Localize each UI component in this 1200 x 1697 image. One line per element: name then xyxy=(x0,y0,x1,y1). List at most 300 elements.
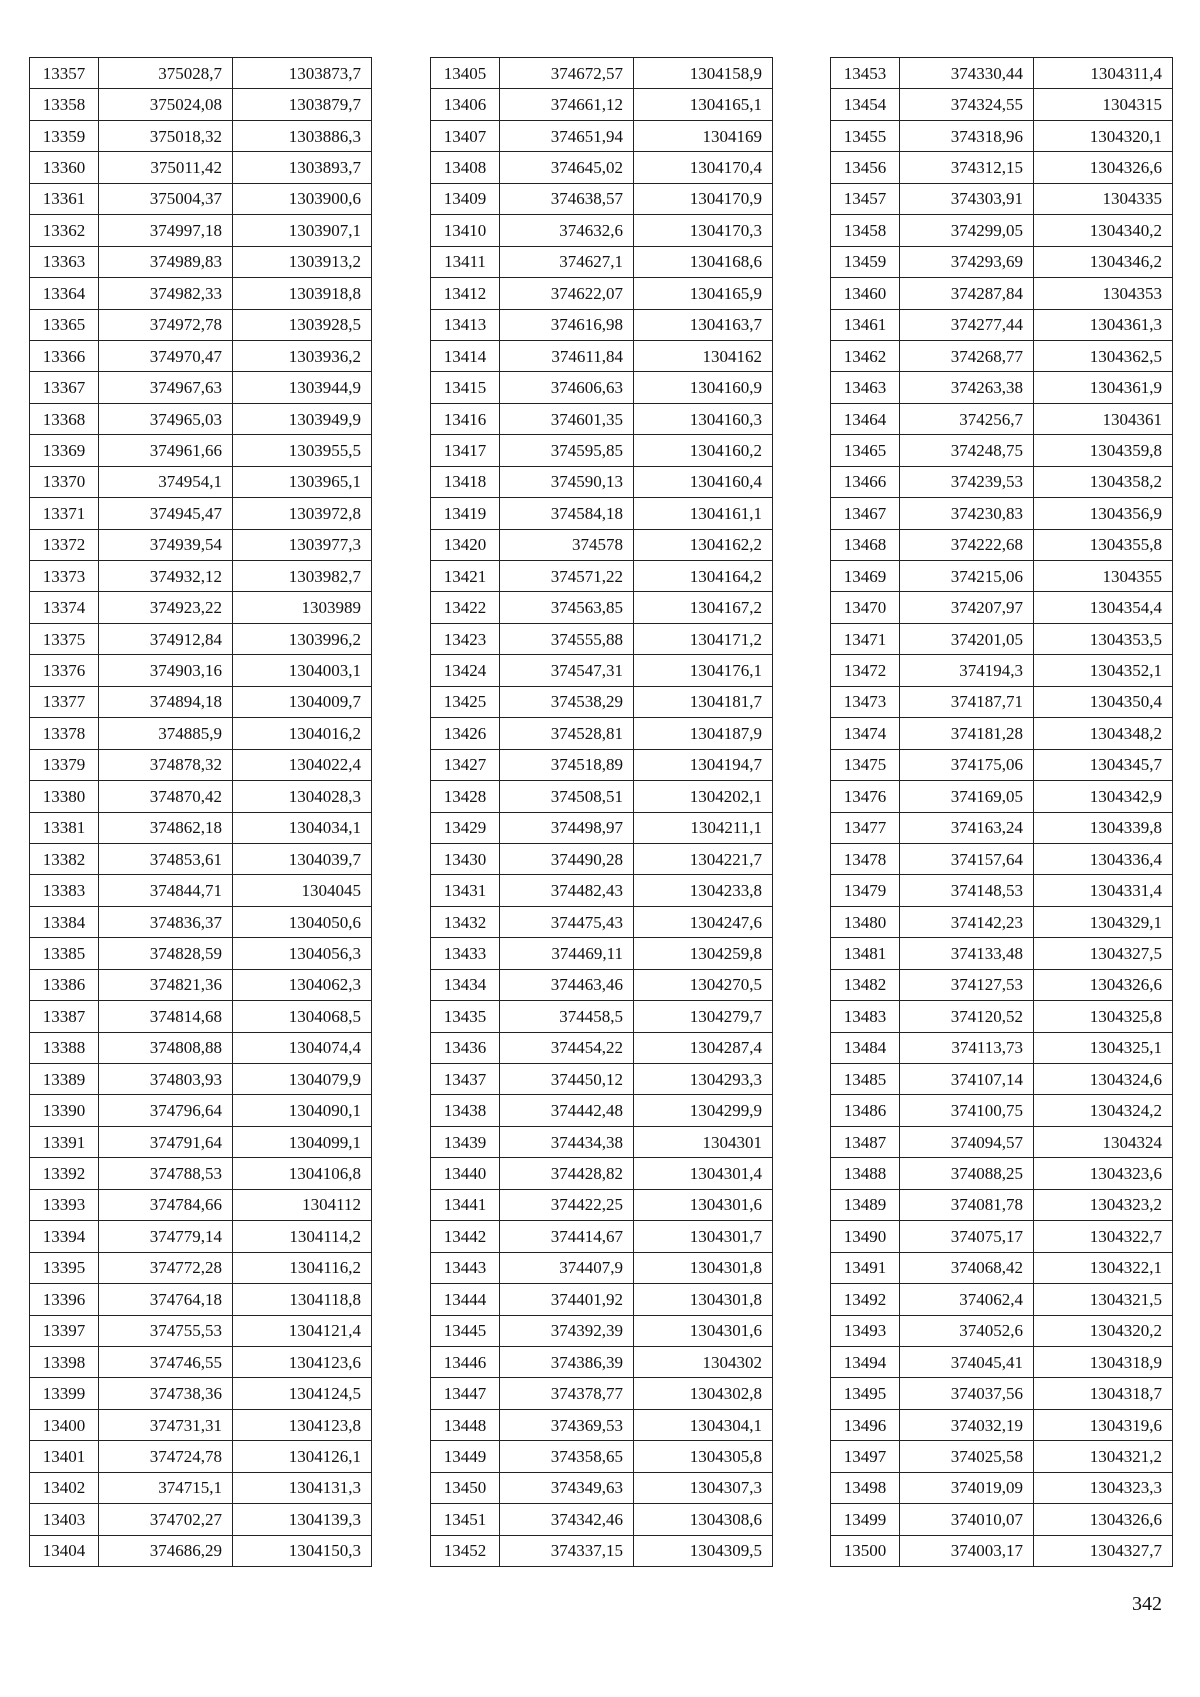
y-coordinate-cell: 1304358,2 xyxy=(1034,466,1173,497)
y-coordinate-cell: 1303900,6 xyxy=(233,183,372,214)
x-coordinate-cell: 374469,11 xyxy=(500,938,634,969)
point-number-cell: 13362 xyxy=(30,215,99,246)
table-row xyxy=(831,246,1173,277)
point-number-cell: 13359 xyxy=(30,120,99,151)
y-coordinate-cell: 1304301,7 xyxy=(634,1221,773,1252)
y-coordinate-cell: 1304345,7 xyxy=(1034,749,1173,780)
point-number-cell: 13473 xyxy=(831,686,900,717)
point-number-cell: 13487 xyxy=(831,1126,900,1157)
table-row xyxy=(431,1346,773,1377)
point-number-cell: 13388 xyxy=(30,1032,99,1063)
point-number-cell: 13447 xyxy=(431,1378,500,1409)
x-coordinate-cell: 374454,22 xyxy=(500,1032,634,1063)
table-row xyxy=(431,1252,773,1283)
x-coordinate-cell: 374025,58 xyxy=(900,1441,1034,1472)
table-row xyxy=(431,1535,773,1566)
point-number-cell: 13364 xyxy=(30,278,99,309)
x-coordinate-cell: 374434,38 xyxy=(500,1126,634,1157)
y-coordinate-cell: 1304308,6 xyxy=(634,1504,773,1535)
table-row xyxy=(431,435,773,466)
point-number-cell: 13474 xyxy=(831,718,900,749)
x-coordinate-cell: 374518,89 xyxy=(500,749,634,780)
y-coordinate-cell: 1304327,7 xyxy=(1034,1535,1173,1566)
table-row xyxy=(30,906,372,937)
x-coordinate-cell: 374853,61 xyxy=(99,843,233,874)
point-number-cell: 13375 xyxy=(30,623,99,654)
table-row xyxy=(831,1189,1173,1220)
table-row xyxy=(30,561,372,592)
point-number-cell: 13498 xyxy=(831,1472,900,1503)
y-coordinate-cell: 1304318,7 xyxy=(1034,1378,1173,1409)
point-number-cell: 13456 xyxy=(831,152,900,183)
x-coordinate-cell: 374862,18 xyxy=(99,812,233,843)
point-number-cell: 13357 xyxy=(30,58,99,89)
table-row xyxy=(431,309,773,340)
y-coordinate-cell: 1304062,3 xyxy=(233,969,372,1000)
point-number-cell: 13415 xyxy=(431,372,500,403)
point-number-cell: 13424 xyxy=(431,655,500,686)
table-row xyxy=(30,152,372,183)
point-number-cell: 13500 xyxy=(831,1535,900,1566)
x-coordinate-cell: 374442,48 xyxy=(500,1095,634,1126)
table-row xyxy=(431,183,773,214)
x-coordinate-cell: 374181,28 xyxy=(900,718,1034,749)
y-coordinate-cell: 1304346,2 xyxy=(1034,246,1173,277)
table-row xyxy=(831,1221,1173,1252)
point-number-cell: 13486 xyxy=(831,1095,900,1126)
x-coordinate-cell: 374230,83 xyxy=(900,498,1034,529)
table-row xyxy=(831,812,1173,843)
table-row xyxy=(30,278,372,309)
point-number-cell: 13405 xyxy=(431,58,500,89)
point-number-cell: 13419 xyxy=(431,498,500,529)
y-coordinate-cell: 1304352,1 xyxy=(1034,655,1173,686)
point-number-cell: 13412 xyxy=(431,278,500,309)
y-coordinate-cell: 1304326,6 xyxy=(1034,1504,1173,1535)
table-row xyxy=(431,1315,773,1346)
x-coordinate-cell: 374342,46 xyxy=(500,1504,634,1535)
point-number-cell: 13495 xyxy=(831,1378,900,1409)
y-coordinate-cell: 1304323,2 xyxy=(1034,1189,1173,1220)
x-coordinate-cell: 374107,14 xyxy=(900,1064,1034,1095)
x-coordinate-cell: 374601,35 xyxy=(500,403,634,434)
y-coordinate-cell: 1304356,9 xyxy=(1034,498,1173,529)
x-coordinate-cell: 374791,64 xyxy=(99,1126,233,1157)
point-number-cell: 13365 xyxy=(30,309,99,340)
x-coordinate-cell: 374303,91 xyxy=(900,183,1034,214)
table-row xyxy=(30,843,372,874)
x-coordinate-cell: 374194,3 xyxy=(900,655,1034,686)
table-row xyxy=(30,1504,372,1535)
x-coordinate-cell: 375011,42 xyxy=(99,152,233,183)
point-number-cell: 13471 xyxy=(831,623,900,654)
x-coordinate-cell: 374903,16 xyxy=(99,655,233,686)
table-row xyxy=(831,403,1173,434)
point-number-cell: 13488 xyxy=(831,1158,900,1189)
x-coordinate-cell: 374037,56 xyxy=(900,1378,1034,1409)
x-coordinate-cell: 374075,17 xyxy=(900,1221,1034,1252)
point-number-cell: 13489 xyxy=(831,1189,900,1220)
x-coordinate-cell: 374052,6 xyxy=(900,1315,1034,1346)
point-number-cell: 13387 xyxy=(30,1001,99,1032)
y-coordinate-cell: 1304355,8 xyxy=(1034,529,1173,560)
table-row xyxy=(30,1095,372,1126)
table-row xyxy=(831,906,1173,937)
table-row xyxy=(431,843,773,874)
table-row xyxy=(431,278,773,309)
point-number-cell: 13407 xyxy=(431,120,500,151)
point-number-cell: 13481 xyxy=(831,938,900,969)
table-row xyxy=(30,1001,372,1032)
x-coordinate-cell: 374989,83 xyxy=(99,246,233,277)
x-coordinate-cell: 374563,85 xyxy=(500,592,634,623)
point-number-cell: 13497 xyxy=(831,1441,900,1472)
point-number-cell: 13440 xyxy=(431,1158,500,1189)
y-coordinate-cell: 1303965,1 xyxy=(233,466,372,497)
y-coordinate-cell: 1304126,1 xyxy=(233,1441,372,1472)
y-coordinate-cell: 1304233,8 xyxy=(634,875,773,906)
page-number: 342 xyxy=(1132,1593,1162,1615)
y-coordinate-cell: 1304327,5 xyxy=(1034,938,1173,969)
y-coordinate-cell: 1304139,3 xyxy=(233,1504,372,1535)
x-coordinate-cell: 374788,53 xyxy=(99,1158,233,1189)
y-coordinate-cell: 1304361 xyxy=(1034,403,1173,434)
table-row xyxy=(30,1441,372,1472)
table-row xyxy=(831,435,1173,466)
x-coordinate-cell: 374595,85 xyxy=(500,435,634,466)
point-number-cell: 13423 xyxy=(431,623,500,654)
x-coordinate-cell: 374622,07 xyxy=(500,278,634,309)
y-coordinate-cell: 1304301,6 xyxy=(634,1189,773,1220)
x-coordinate-cell: 374201,05 xyxy=(900,623,1034,654)
point-number-cell: 13377 xyxy=(30,686,99,717)
y-coordinate-cell: 1304171,2 xyxy=(634,623,773,654)
table-row xyxy=(30,372,372,403)
x-coordinate-cell: 374894,18 xyxy=(99,686,233,717)
y-coordinate-cell: 1304164,2 xyxy=(634,561,773,592)
point-number-cell: 13469 xyxy=(831,561,900,592)
point-number-cell: 13425 xyxy=(431,686,500,717)
table-row xyxy=(431,592,773,623)
y-coordinate-cell: 1304299,9 xyxy=(634,1095,773,1126)
y-coordinate-cell: 1303949,9 xyxy=(233,403,372,434)
point-number-cell: 13435 xyxy=(431,1001,500,1032)
x-coordinate-cell: 374828,59 xyxy=(99,938,233,969)
table-row xyxy=(431,215,773,246)
table-row xyxy=(431,1221,773,1252)
y-coordinate-cell: 1304131,3 xyxy=(233,1472,372,1503)
y-coordinate-cell: 1304167,2 xyxy=(634,592,773,623)
table-row xyxy=(30,969,372,1000)
point-number-cell: 13411 xyxy=(431,246,500,277)
y-coordinate-cell: 1304259,8 xyxy=(634,938,773,969)
y-coordinate-cell: 1304339,8 xyxy=(1034,812,1173,843)
y-coordinate-cell: 1304176,1 xyxy=(634,655,773,686)
point-number-cell: 13358 xyxy=(30,89,99,120)
x-coordinate-cell: 374463,46 xyxy=(500,969,634,1000)
y-coordinate-cell: 1304315 xyxy=(1034,89,1173,120)
y-coordinate-cell: 1304287,4 xyxy=(634,1032,773,1063)
coordinates-table-3 xyxy=(830,57,1173,1567)
y-coordinate-cell: 1304301,8 xyxy=(634,1284,773,1315)
x-coordinate-cell: 374324,55 xyxy=(900,89,1034,120)
y-coordinate-cell: 1304348,2 xyxy=(1034,718,1173,749)
x-coordinate-cell: 374312,15 xyxy=(900,152,1034,183)
table-row xyxy=(831,561,1173,592)
x-coordinate-cell: 374100,75 xyxy=(900,1095,1034,1126)
y-coordinate-cell: 1304045 xyxy=(233,875,372,906)
table-row xyxy=(831,686,1173,717)
table-row xyxy=(431,655,773,686)
y-coordinate-cell: 1304361,3 xyxy=(1034,309,1173,340)
point-number-cell: 13393 xyxy=(30,1189,99,1220)
y-coordinate-cell: 1304311,4 xyxy=(1034,58,1173,89)
x-coordinate-cell: 374731,31 xyxy=(99,1409,233,1440)
table-row xyxy=(30,120,372,151)
y-coordinate-cell: 1303955,5 xyxy=(233,435,372,466)
x-coordinate-cell: 374369,53 xyxy=(500,1409,634,1440)
y-coordinate-cell: 1304359,8 xyxy=(1034,435,1173,466)
point-number-cell: 13408 xyxy=(431,152,500,183)
point-number-cell: 13403 xyxy=(30,1504,99,1535)
y-coordinate-cell: 1304301,8 xyxy=(634,1252,773,1283)
x-coordinate-cell: 374169,05 xyxy=(900,781,1034,812)
table-row xyxy=(831,340,1173,371)
table-row xyxy=(431,1504,773,1535)
table-row xyxy=(431,1284,773,1315)
y-coordinate-cell: 1304304,1 xyxy=(634,1409,773,1440)
x-coordinate-cell: 374961,66 xyxy=(99,435,233,466)
table-row xyxy=(831,1441,1173,1472)
table-row xyxy=(30,655,372,686)
y-coordinate-cell: 1304150,3 xyxy=(233,1535,372,1566)
table-row xyxy=(30,749,372,780)
point-number-cell: 13399 xyxy=(30,1378,99,1409)
point-number-cell: 13450 xyxy=(431,1472,500,1503)
point-number-cell: 13420 xyxy=(431,529,500,560)
point-number-cell: 13458 xyxy=(831,215,900,246)
table-row xyxy=(831,215,1173,246)
x-coordinate-cell: 374187,71 xyxy=(900,686,1034,717)
x-coordinate-cell: 374239,53 xyxy=(900,466,1034,497)
table-row xyxy=(831,1315,1173,1346)
coordinates-table-1 xyxy=(29,57,372,1567)
point-number-cell: 13483 xyxy=(831,1001,900,1032)
point-number-cell: 13429 xyxy=(431,812,500,843)
y-coordinate-cell: 1304170,4 xyxy=(634,152,773,183)
table-row xyxy=(831,718,1173,749)
point-number-cell: 13373 xyxy=(30,561,99,592)
table-row xyxy=(431,1158,773,1189)
x-coordinate-cell: 374062,4 xyxy=(900,1284,1034,1315)
y-coordinate-cell: 1304302,8 xyxy=(634,1378,773,1409)
table-row xyxy=(831,372,1173,403)
y-coordinate-cell: 1304162 xyxy=(634,340,773,371)
x-coordinate-cell: 374019,09 xyxy=(900,1472,1034,1503)
x-coordinate-cell: 374349,63 xyxy=(500,1472,634,1503)
point-number-cell: 13401 xyxy=(30,1441,99,1472)
x-coordinate-cell: 374547,31 xyxy=(500,655,634,686)
y-coordinate-cell: 1304202,1 xyxy=(634,781,773,812)
x-coordinate-cell: 374450,12 xyxy=(500,1064,634,1095)
y-coordinate-cell: 1304181,7 xyxy=(634,686,773,717)
table-row xyxy=(30,1189,372,1220)
y-coordinate-cell: 1304079,9 xyxy=(233,1064,372,1095)
x-coordinate-cell: 374330,44 xyxy=(900,58,1034,89)
point-number-cell: 13438 xyxy=(431,1095,500,1126)
table-row xyxy=(431,1095,773,1126)
point-number-cell: 13460 xyxy=(831,278,900,309)
x-coordinate-cell: 374293,69 xyxy=(900,246,1034,277)
x-coordinate-cell: 374738,36 xyxy=(99,1378,233,1409)
x-coordinate-cell: 374972,78 xyxy=(99,309,233,340)
x-coordinate-cell: 374422,25 xyxy=(500,1189,634,1220)
table-row xyxy=(431,89,773,120)
point-number-cell: 13417 xyxy=(431,435,500,466)
x-coordinate-cell: 374627,1 xyxy=(500,246,634,277)
table-row xyxy=(30,340,372,371)
x-coordinate-cell: 374764,18 xyxy=(99,1284,233,1315)
point-number-cell: 13454 xyxy=(831,89,900,120)
x-coordinate-cell: 374045,41 xyxy=(900,1346,1034,1377)
table-row xyxy=(30,183,372,214)
point-number-cell: 13395 xyxy=(30,1252,99,1283)
y-coordinate-cell: 1304160,2 xyxy=(634,435,773,466)
y-coordinate-cell: 1304323,6 xyxy=(1034,1158,1173,1189)
table-row xyxy=(831,529,1173,560)
table-row xyxy=(30,623,372,654)
table-row xyxy=(831,781,1173,812)
y-coordinate-cell: 1304301,6 xyxy=(634,1315,773,1346)
x-coordinate-cell: 374571,22 xyxy=(500,561,634,592)
x-coordinate-cell: 374836,37 xyxy=(99,906,233,937)
y-coordinate-cell: 1304160,4 xyxy=(634,466,773,497)
y-coordinate-cell: 1304028,3 xyxy=(233,781,372,812)
y-coordinate-cell: 1304165,1 xyxy=(634,89,773,120)
point-number-cell: 13476 xyxy=(831,781,900,812)
table-row xyxy=(831,1032,1173,1063)
y-coordinate-cell: 1304319,6 xyxy=(1034,1409,1173,1440)
y-coordinate-cell: 1304307,3 xyxy=(634,1472,773,1503)
point-number-cell: 13389 xyxy=(30,1064,99,1095)
x-coordinate-cell: 374538,29 xyxy=(500,686,634,717)
y-coordinate-cell: 1304211,1 xyxy=(634,812,773,843)
x-coordinate-cell: 374127,53 xyxy=(900,969,1034,1000)
y-coordinate-cell: 1304331,4 xyxy=(1034,875,1173,906)
point-number-cell: 13380 xyxy=(30,781,99,812)
table-row xyxy=(431,58,773,89)
x-coordinate-cell: 374407,9 xyxy=(500,1252,634,1283)
table-row xyxy=(431,561,773,592)
y-coordinate-cell: 1304309,5 xyxy=(634,1535,773,1566)
y-coordinate-cell: 1304247,6 xyxy=(634,906,773,937)
y-coordinate-cell: 1303936,2 xyxy=(233,340,372,371)
point-number-cell: 13368 xyxy=(30,403,99,434)
table-row xyxy=(431,1409,773,1440)
point-number-cell: 13477 xyxy=(831,812,900,843)
table-row xyxy=(831,749,1173,780)
x-coordinate-cell: 374401,92 xyxy=(500,1284,634,1315)
table-row xyxy=(831,1409,1173,1440)
table-row xyxy=(431,812,773,843)
point-number-cell: 13472 xyxy=(831,655,900,686)
table-row xyxy=(831,1126,1173,1157)
y-coordinate-cell: 1303879,7 xyxy=(233,89,372,120)
coordinates-table-2 xyxy=(430,57,773,1567)
y-coordinate-cell: 1304016,2 xyxy=(233,718,372,749)
table-row xyxy=(30,466,372,497)
x-coordinate-cell: 374248,75 xyxy=(900,435,1034,466)
point-number-cell: 13449 xyxy=(431,1441,500,1472)
table-row xyxy=(30,1064,372,1095)
y-coordinate-cell: 1304326,6 xyxy=(1034,152,1173,183)
y-coordinate-cell: 1303972,8 xyxy=(233,498,372,529)
point-number-cell: 13392 xyxy=(30,1158,99,1189)
x-coordinate-cell: 374821,36 xyxy=(99,969,233,1000)
x-coordinate-cell: 374555,88 xyxy=(500,623,634,654)
point-number-cell: 13421 xyxy=(431,561,500,592)
point-number-cell: 13448 xyxy=(431,1409,500,1440)
table-row xyxy=(431,466,773,497)
x-coordinate-cell: 374498,97 xyxy=(500,812,634,843)
x-coordinate-cell: 374779,14 xyxy=(99,1221,233,1252)
point-number-cell: 13459 xyxy=(831,246,900,277)
table-row xyxy=(831,592,1173,623)
table-row xyxy=(431,1126,773,1157)
y-coordinate-cell: 1304112 xyxy=(233,1189,372,1220)
table-row xyxy=(431,152,773,183)
y-coordinate-cell: 1304074,4 xyxy=(233,1032,372,1063)
point-number-cell: 13437 xyxy=(431,1064,500,1095)
table-row xyxy=(831,466,1173,497)
point-number-cell: 13491 xyxy=(831,1252,900,1283)
table-row xyxy=(30,1409,372,1440)
table-row xyxy=(30,89,372,120)
y-coordinate-cell: 1304302 xyxy=(634,1346,773,1377)
y-coordinate-cell: 1304124,5 xyxy=(233,1378,372,1409)
x-coordinate-cell: 374392,39 xyxy=(500,1315,634,1346)
y-coordinate-cell: 1304324,2 xyxy=(1034,1095,1173,1126)
table-row xyxy=(30,435,372,466)
table-row xyxy=(431,969,773,1000)
table-row xyxy=(30,246,372,277)
x-coordinate-cell: 374528,81 xyxy=(500,718,634,749)
y-coordinate-cell: 1304350,4 xyxy=(1034,686,1173,717)
point-number-cell: 13376 xyxy=(30,655,99,686)
table-row xyxy=(30,1378,372,1409)
y-coordinate-cell: 1304168,6 xyxy=(634,246,773,277)
y-coordinate-cell: 1304305,8 xyxy=(634,1441,773,1472)
y-coordinate-cell: 1304160,3 xyxy=(634,403,773,434)
point-number-cell: 13406 xyxy=(431,89,500,120)
y-coordinate-cell: 1304336,4 xyxy=(1034,843,1173,874)
x-coordinate-cell: 374590,13 xyxy=(500,466,634,497)
table-row xyxy=(831,1346,1173,1377)
y-coordinate-cell: 1304322,1 xyxy=(1034,1252,1173,1283)
y-coordinate-cell: 1304342,9 xyxy=(1034,781,1173,812)
point-number-cell: 13366 xyxy=(30,340,99,371)
y-coordinate-cell: 1304170,9 xyxy=(634,183,773,214)
y-coordinate-cell: 1304353,5 xyxy=(1034,623,1173,654)
y-coordinate-cell: 1304034,1 xyxy=(233,812,372,843)
point-number-cell: 13367 xyxy=(30,372,99,403)
y-coordinate-cell: 1304068,5 xyxy=(233,1001,372,1032)
y-coordinate-cell: 1304320,2 xyxy=(1034,1315,1173,1346)
table-row xyxy=(831,875,1173,906)
y-coordinate-cell: 1304325,1 xyxy=(1034,1032,1173,1063)
y-coordinate-cell: 1304003,1 xyxy=(233,655,372,686)
y-coordinate-cell: 1303886,3 xyxy=(233,120,372,151)
